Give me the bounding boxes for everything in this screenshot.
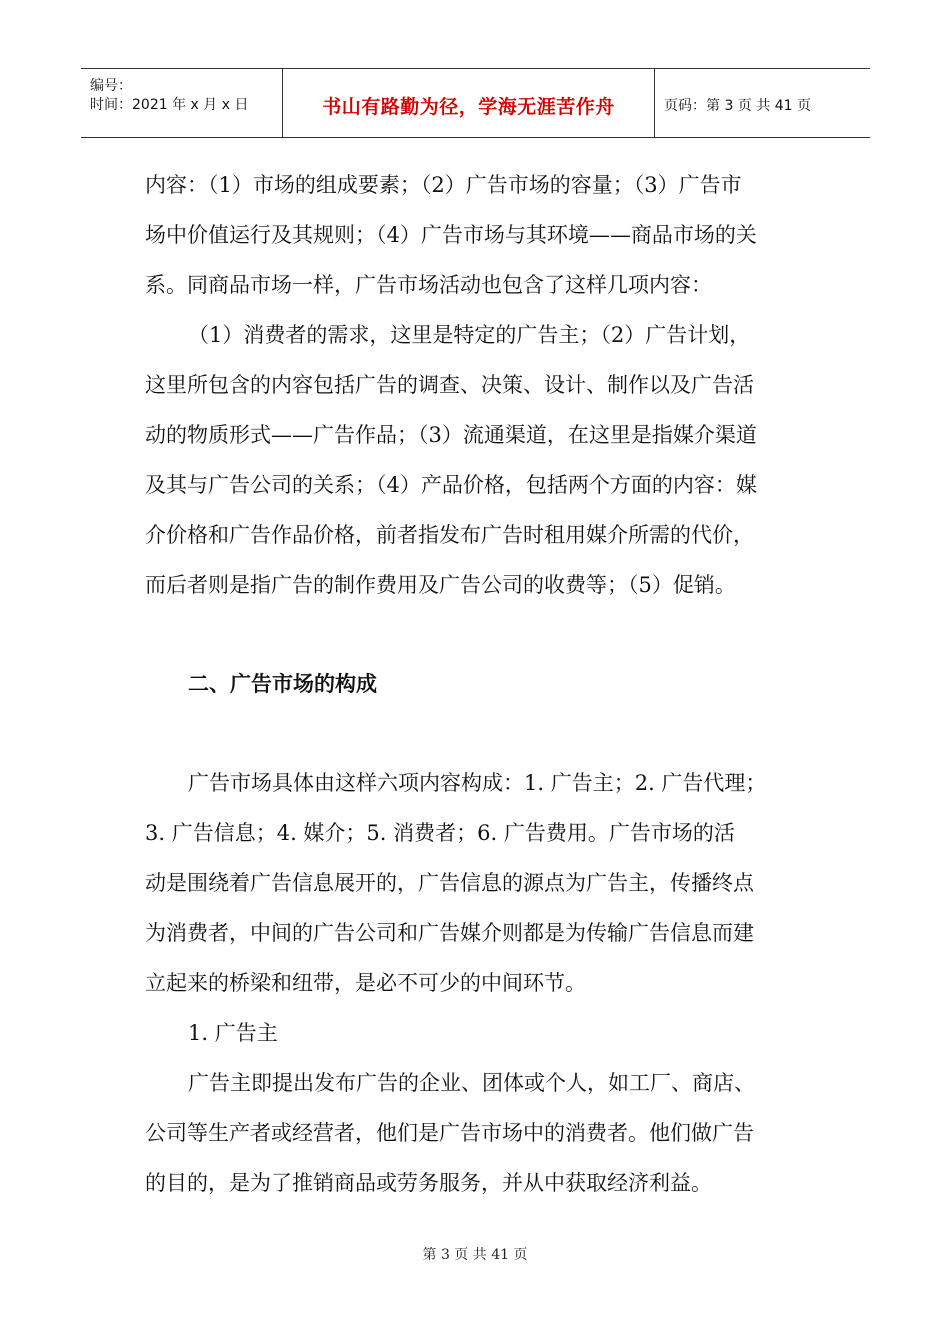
paragraph-1: [145, 160, 807, 310]
serial-number-label: 编号：: [90, 78, 132, 94]
text-line: 的目的，是为了推销商品或劳务服务，并从中获取经济利益。: [145, 1171, 712, 1195]
header-info-cell: [81, 69, 283, 137]
text-line: 内容：（1）市场的组成要素；（2）广告市场的容量；（3）广告市: [145, 173, 742, 197]
section-heading: 二、广告市场的构成: [188, 671, 377, 696]
text-line: 立起来的桥梁和纽带，是必不可少的中间环节。: [145, 971, 586, 995]
text-line: 而后者则是指广告的制作费用及广告公司的收费等；（5）促销。: [145, 573, 736, 597]
text-line: 介价格和广告作品价格，前者指发布广告时租用媒介所需的代价，: [145, 523, 754, 547]
spacer: [145, 709, 807, 758]
text-line: 动的物质形式——广告作品；（3）流通渠道，在这里是指媒介渠道: [145, 423, 757, 447]
subsection-heading: 1. 广告主: [188, 1021, 278, 1045]
text-line: 3. 广告信息；4. 媒介；5. 消费者；6. 广告费用。广告市场的活: [145, 821, 735, 845]
text-line: 场中价值运行及其规则；（4）广告市场与其环境——商品市场的关: [145, 223, 757, 247]
paragraph-2: [145, 310, 807, 610]
spacer: [145, 610, 807, 659]
text-line: 这里所包含的内容包括广告的调查、决策、设计、制作以及广告活: [145, 373, 754, 397]
header-motto-cell: [283, 69, 655, 137]
paragraph-4: [145, 1058, 807, 1208]
text-line: 为消费者，中间的广告公司和广告媒介则都是为传输广告信息而建: [145, 921, 754, 945]
document-body: [145, 160, 807, 1208]
text-line: 公司等生产者或经营者，他们是广告市场中的消费者。他们做广告: [145, 1121, 754, 1145]
header-page-cell: [655, 69, 870, 137]
text-line: （1）消费者的需求，这里是特定的广告主；（2）广告计划，: [188, 323, 751, 347]
paragraph-3: [145, 758, 807, 1008]
document-header: [81, 68, 870, 138]
text-line: 广告主即提出发布广告的企业、团体或个人，如工厂、商店、: [188, 1071, 755, 1095]
text-line: 广告市场具体由这样六项内容构成：1. 广告主；2. 广告代理；: [188, 771, 767, 795]
text-line: 动是围绕着广告信息展开的，广告信息的源点为广告主，传播终点: [145, 871, 754, 895]
page-footer: 第 3 页 共 41 页: [422, 1247, 528, 1263]
text-line: 系。同商品市场一样，广告市场活动也包含了这样几项内容：: [145, 273, 712, 297]
motto-text: 书山有路勤为径，学海无涯苦作舟: [322, 96, 615, 118]
header-page-info: 页码：第 3 页 共 41 页: [664, 98, 811, 114]
text-line: 及其与广告公司的关系；（4）产品价格，包括两个方面的内容：媒: [145, 473, 757, 497]
date-label: 时间：2021 年 x 月 x 日: [90, 97, 249, 113]
